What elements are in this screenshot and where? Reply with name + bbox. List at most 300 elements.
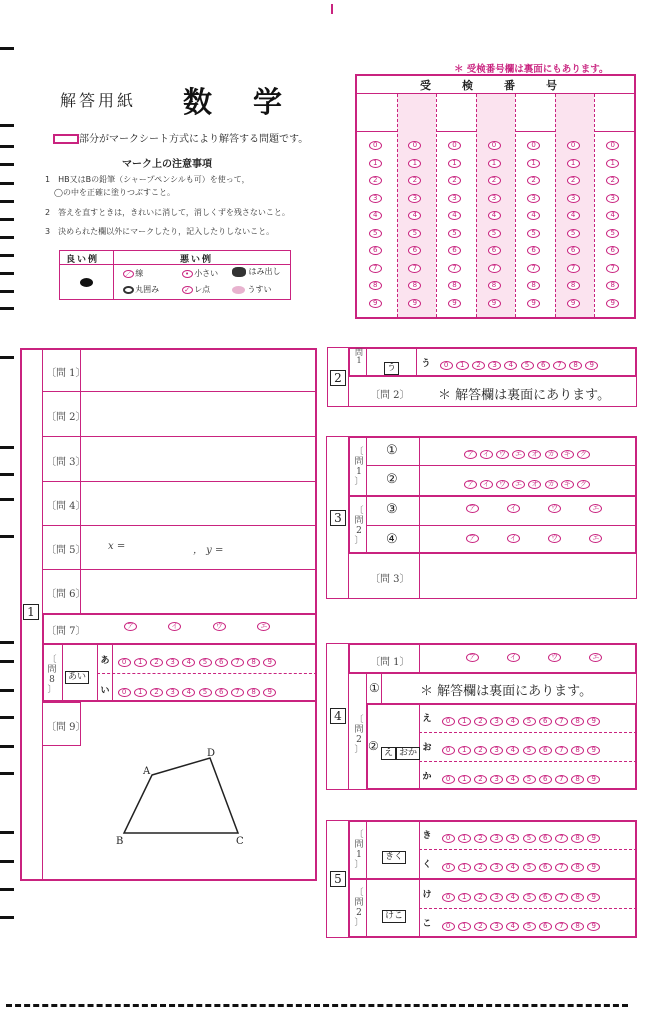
q4-o-digit-bubble[interactable]: 6: [539, 746, 552, 755]
exam-no-digit-bubble[interactable]: 5: [606, 229, 619, 238]
q5-ke-digit-bubble[interactable]: 3: [490, 893, 503, 902]
q4-sub2: ②: [368, 739, 379, 753]
q2-q2-note: ＊ 解答欄は裏面にあります。: [438, 388, 611, 403]
q5-ko-digit-bubble[interactable]: 0: [442, 922, 455, 931]
caution-2: 2 答えを直すときは，きれいに消して，消しくずを残さないこと。: [45, 208, 290, 217]
q3-row1-choice-bubble[interactable]: イ: [480, 450, 493, 459]
exam-no-label: 受 検 番 号: [420, 79, 567, 92]
exam-no-digit-bubble[interactable]: 0: [448, 141, 461, 150]
bad-mark-small: •: [182, 270, 193, 278]
exam-no-digit-bubble[interactable]: 0: [488, 141, 501, 150]
q3-row-4-choices: [464, 534, 604, 543]
bad-example-line: ／ 線: [124, 269, 144, 278]
exam-no-digit-bubble[interactable]: 0: [408, 141, 421, 150]
q2-q1-digit-bubble[interactable]: 8: [569, 361, 582, 370]
q1-item7-choice-bubble[interactable]: ア: [124, 622, 137, 631]
q1-item8-a-digit-bubble[interactable]: 4: [182, 658, 195, 667]
q5-ku-digit-bubble[interactable]: 3: [490, 863, 503, 872]
caution-1: 1 HB又はBの鉛筆（シャープペンシルも可）を使って，: [45, 175, 250, 184]
q5-row-ko-digits: [440, 916, 602, 935]
q1-item8-a-digit-bubble[interactable]: 0: [118, 658, 131, 667]
exam-no-digit-bubble[interactable]: 2: [488, 176, 501, 185]
exam-no-digit-bubble[interactable]: 2: [448, 176, 461, 185]
q5-ke-digit-bubble[interactable]: 1: [458, 893, 471, 902]
q4-e-digit-bubble[interactable]: 1: [458, 717, 471, 726]
q5-row-ki-digits: [440, 828, 602, 847]
q1-item8-i-digit-bubble[interactable]: 5: [199, 688, 212, 697]
bad-mark-circle: [123, 286, 134, 294]
exam-no-digit-bubble[interactable]: 3: [408, 194, 421, 203]
q1-item5-x: x =: [108, 541, 126, 552]
q1-figure-label-c: C: [236, 836, 244, 847]
q1-item8-a-digit-bubble[interactable]: 2: [150, 658, 163, 667]
q3-row2-choice-bubble[interactable]: ア: [464, 480, 477, 489]
q1-item6-label: 〔問 6〕: [46, 589, 86, 600]
q3-row-1-choices: [462, 444, 592, 463]
q3-row1-choice-bubble[interactable]: ク: [577, 450, 590, 459]
q5-row-ke-digits: [440, 887, 602, 906]
q1-item8-a-digit-bubble[interactable]: 7: [231, 658, 244, 667]
q3-row-4: ④: [386, 532, 398, 547]
q5-ko-digit-bubble[interactable]: 4: [506, 922, 519, 931]
q3-row3-choice-bubble[interactable]: イ: [507, 504, 520, 513]
exam-no-digit-bubble[interactable]: 6: [448, 246, 461, 255]
q5-row-ku: く: [422, 860, 432, 870]
q5-row-ki: き: [422, 831, 432, 841]
q4-row-e-digits: [440, 711, 602, 730]
q4-number: 4: [330, 708, 346, 724]
bad-mark-overflow: [232, 267, 246, 277]
exam-no-digit-bubble[interactable]: 0: [527, 141, 540, 150]
q3-row4-choice-bubble[interactable]: エ: [589, 534, 602, 543]
exam-no-digit-bubble[interactable]: 0: [567, 141, 580, 150]
q5-ki-digit-bubble[interactable]: 8: [571, 834, 584, 843]
exam-no-digit-bubble[interactable]: 3: [606, 194, 619, 203]
q3-row2-choice-bubble[interactable]: キ: [561, 480, 574, 489]
q1-item7-choice-bubble[interactable]: イ: [168, 622, 181, 631]
q4-o-digit-bubble[interactable]: 9: [587, 746, 600, 755]
q1-item8-i-digit-bubble[interactable]: 0: [118, 688, 131, 697]
q1-item8-label: 〔 問 8 〕: [47, 655, 57, 695]
q4-q2-label: 〔 問 2 〕: [354, 715, 364, 755]
q5-ko-digit-bubble[interactable]: 9: [587, 922, 600, 931]
top-register-mark: [331, 4, 333, 14]
q3-row2-choice-bubble[interactable]: イ: [480, 480, 493, 489]
q1-item8-a-digit-bubble[interactable]: 5: [199, 658, 212, 667]
q4-row-o-digits: [440, 740, 602, 759]
q1-figure-label-a: A: [143, 766, 151, 777]
exam-no-digit-bubble[interactable]: 9: [488, 299, 501, 308]
q4-ka-digit-bubble[interactable]: 3: [490, 775, 503, 784]
q3-row2-choice-bubble[interactable]: カ: [545, 480, 558, 489]
q2-q1-digit-bubble[interactable]: 9: [585, 361, 598, 370]
q3-row2-choice-bubble[interactable]: ク: [577, 480, 590, 489]
q1-item5-label: 〔問 5〕: [46, 545, 86, 556]
q5-q1-label: 〔 問 1 〕: [354, 830, 364, 870]
exam-no-digit-bubble[interactable]: 6: [606, 246, 619, 255]
q2-q1-digit-bubble[interactable]: 1: [456, 361, 469, 370]
bad-example-overflow: はみ出し: [232, 266, 281, 277]
q4-ka-digit-bubble[interactable]: 6: [539, 775, 552, 784]
q5-ki-digit-bubble[interactable]: 0: [442, 834, 455, 843]
q5-ku-digit-bubble[interactable]: 4: [506, 863, 519, 872]
q5-ku-digit-bubble[interactable]: 2: [474, 863, 487, 872]
exam-no-digit-bubble[interactable]: 3: [527, 194, 540, 203]
q4-row-e: え: [422, 714, 432, 724]
q4-e-digit-bubble[interactable]: 5: [523, 717, 536, 726]
q4-e-digit-bubble[interactable]: 4: [506, 717, 519, 726]
q2-q1-digit-bubble[interactable]: 5: [521, 361, 534, 370]
q1-item5-y: ， y =: [193, 545, 224, 556]
caution-3: 3 決められた欄以外にマークしたり，記入したりしないこと。: [45, 227, 275, 236]
exam-no-digit-bubble[interactable]: 2: [369, 176, 382, 185]
q4-o-digit-bubble[interactable]: 5: [523, 746, 536, 755]
q2-q1-row: う: [421, 359, 431, 369]
q5-ku-digit-bubble[interactable]: 9: [587, 863, 600, 872]
q3-row3-choice-bubble[interactable]: ウ: [548, 504, 561, 513]
q5-q2-label: 〔 問 2 〕: [354, 888, 364, 928]
exam-no-digit-bubble[interactable]: 1: [369, 159, 382, 168]
q1-item7-choices: [122, 622, 272, 631]
q1-item7-choice-bubble[interactable]: エ: [257, 622, 270, 631]
bad-example-label: 悪い例: [180, 255, 214, 265]
exam-no-digit-bubble[interactable]: 5: [567, 229, 580, 238]
q5-ku-digit-bubble[interactable]: 8: [571, 863, 584, 872]
q3-row3-choice-bubble[interactable]: ア: [466, 504, 479, 513]
q3-row-3-choices: [464, 504, 604, 513]
q1-item8-a-digit-bubble[interactable]: 3: [166, 658, 179, 667]
title-big: 数 学: [183, 85, 289, 119]
q3-row1-choice-bubble[interactable]: エ: [512, 450, 525, 459]
q4-o-digit-bubble[interactable]: 2: [474, 746, 487, 755]
q1-item7-choice-bubble[interactable]: ウ: [213, 622, 226, 631]
q3-row2-choice-bubble[interactable]: オ: [528, 480, 541, 489]
caution-1b: ◯の中を正確に塗りつぶすこと。: [54, 188, 175, 197]
exam-no-digit-bubble[interactable]: 4: [369, 211, 382, 220]
q5-ko-digit-bubble[interactable]: 8: [571, 922, 584, 931]
q4-sub1-note: ＊ 解答欄は裏面にあります。: [420, 684, 593, 699]
q3-row-2-choices: [462, 474, 592, 493]
q4-ka-digit-bubble[interactable]: 4: [506, 775, 519, 784]
q1-item8-a-digit-bubble[interactable]: 1: [134, 658, 147, 667]
q1-item8-i-digit-bubble[interactable]: 6: [215, 688, 228, 697]
q4-e-digit-bubble[interactable]: 2: [474, 717, 487, 726]
bad-mark-faint: [232, 286, 245, 294]
q5-ku-digit-bubble[interactable]: 7: [555, 863, 568, 872]
q1-item7-label: 〔問 7〕: [46, 626, 86, 637]
q2-q1-digit-bubble[interactable]: 0: [440, 361, 453, 370]
mark-legend-text: 部分がマークシート方式により解答する問題です。: [79, 134, 309, 145]
q1-item8-i-digit-bubble[interactable]: 2: [150, 688, 163, 697]
q4-o-digit-bubble[interactable]: 8: [571, 746, 584, 755]
q4-box-oka: おか: [396, 740, 420, 760]
q4-e-digit-bubble[interactable]: 7: [555, 717, 568, 726]
q4-row-o: お: [422, 743, 432, 753]
q3-row-2: ②: [386, 472, 398, 487]
exam-no-digit-bubble[interactable]: 2: [606, 176, 619, 185]
q4-e-digit-bubble[interactable]: 9: [587, 717, 600, 726]
q1-figure: [110, 745, 260, 850]
q2-q1-digits: [438, 355, 600, 374]
q1-item8-box: あい: [65, 664, 89, 684]
q1-item2-label: 〔問 2〕: [46, 412, 86, 423]
q3-row3-choice-bubble[interactable]: エ: [589, 504, 602, 513]
q5-ku-digit-bubble[interactable]: 0: [442, 863, 455, 872]
q3-q1-label: 〔 問 1 〕: [354, 447, 364, 487]
q4-ka-digit-bubble[interactable]: 7: [555, 775, 568, 784]
q5-ke-digit-bubble[interactable]: 2: [474, 893, 487, 902]
exam-no-digit-bubble[interactable]: 1: [408, 159, 421, 168]
q3-q2-label: 〔 問 2 〕: [354, 506, 364, 546]
q3-row1-choice-bubble[interactable]: カ: [545, 450, 558, 459]
q4-ka-digit-bubble[interactable]: 8: [571, 775, 584, 784]
bad-example-circle: 丸囲み: [121, 284, 159, 295]
exam-no-digit-bubble[interactable]: 2: [527, 176, 540, 185]
q1-figure-label-d: D: [207, 748, 216, 759]
q5-ku-digit-bubble[interactable]: 6: [539, 863, 552, 872]
exam-no-digit-bubble[interactable]: 7: [408, 264, 421, 273]
q1-item8-i-digit-bubble[interactable]: 1: [134, 688, 147, 697]
exam-no-digit-bubble[interactable]: 6: [567, 246, 580, 255]
exam-no-digit-bubble[interactable]: 7: [369, 264, 382, 273]
q5-ke-digit-bubble[interactable]: 0: [442, 893, 455, 902]
q1-item8-i-digit-bubble[interactable]: 4: [182, 688, 195, 697]
exam-no-digit-bubble[interactable]: 6: [408, 246, 421, 255]
q1-item8-a-digit-bubble[interactable]: 6: [215, 658, 228, 667]
q1-item8-i-digit-bubble[interactable]: 3: [166, 688, 179, 697]
q4-q1-choice-bubble[interactable]: ウ: [548, 653, 561, 662]
exam-no-digit-bubble[interactable]: 4: [408, 211, 421, 220]
q3-row4-choice-bubble[interactable]: ウ: [548, 534, 561, 543]
q1-figure-label-b: B: [116, 836, 124, 847]
exam-no-digit-bubble[interactable]: 8: [448, 281, 461, 290]
exam-no-digit-bubble[interactable]: 8: [527, 281, 540, 290]
q5-number: 5: [330, 871, 346, 887]
exam-no-digit-bubble[interactable]: 4: [448, 211, 461, 220]
q2-number: 2: [330, 370, 346, 386]
q5-ko-digit-bubble[interactable]: 1: [458, 922, 471, 931]
q4-box-e: え: [381, 740, 396, 760]
q4-q1-choice-bubble[interactable]: エ: [589, 653, 602, 662]
q4-q1-choice-bubble[interactable]: ア: [466, 653, 479, 662]
exam-no-digit-bubble[interactable]: 8: [567, 281, 580, 290]
q5-ki-digit-bubble[interactable]: 3: [490, 834, 503, 843]
q3-row1-choice-bubble[interactable]: ウ: [496, 450, 509, 459]
exam-no-digit-bubble[interactable]: 5: [527, 229, 540, 238]
bottom-cut-line: [6, 1004, 628, 1007]
q5-ko-digit-bubble[interactable]: 6: [539, 922, 552, 931]
exam-no-digit-bubble[interactable]: 8: [369, 281, 382, 290]
exam-no-digit-bubble[interactable]: 1: [448, 159, 461, 168]
title-small: 解答用紙: [60, 91, 137, 110]
exam-no-notice: ＊ 受検番号欄は裏面にもあります。: [454, 64, 609, 75]
exam-no-digit-bubble[interactable]: 1: [527, 159, 540, 168]
exam-no-digit-bubble[interactable]: 5: [488, 229, 501, 238]
exam-no-digit-bubble[interactable]: 9: [527, 299, 540, 308]
exam-no-digit-bubble[interactable]: 6: [369, 246, 382, 255]
q4-sub1: ①: [369, 681, 380, 695]
exam-no-digit-bubble[interactable]: 8: [606, 281, 619, 290]
exam-no-digit-bubble[interactable]: 4: [527, 211, 540, 220]
q1-item8-i-digit-bubble[interactable]: 9: [263, 688, 276, 697]
q3-row4-choice-bubble[interactable]: ア: [466, 534, 479, 543]
exam-no-digit-bubble[interactable]: 8: [488, 281, 501, 290]
q4-row-ka: か: [422, 772, 432, 782]
q5-ke-digit-bubble[interactable]: 7: [555, 893, 568, 902]
q3-q3-label: 〔問 3〕: [370, 574, 410, 585]
mark-legend-swatch: [53, 134, 79, 144]
exam-no-digit-bubble[interactable]: 8: [408, 281, 421, 290]
q2-q1-label: 問 1: [355, 348, 363, 365]
exam-no-digit-bubble[interactable]: 4: [606, 211, 619, 220]
q4-ka-digit-bubble[interactable]: 0: [442, 775, 455, 784]
q3-row-3: ③: [386, 502, 398, 517]
exam-no-digit-bubble[interactable]: 1: [567, 159, 580, 168]
bad-mark-line: ／: [124, 269, 132, 278]
exam-no-digit-bubble[interactable]: 5: [408, 229, 421, 238]
q2-q1-digit-bubble[interactable]: 2: [472, 361, 485, 370]
q3-row4-choice-bubble[interactable]: イ: [507, 534, 520, 543]
q5-ke-digit-bubble[interactable]: 9: [587, 893, 600, 902]
q2-q1-digit-bubble[interactable]: 3: [488, 361, 501, 370]
exam-no-digit-bubble[interactable]: 9: [369, 299, 382, 308]
exam-no-digit-bubble[interactable]: 9: [567, 299, 580, 308]
q4-o-digit-bubble[interactable]: 3: [490, 746, 503, 755]
q5-ku-digit-bubble[interactable]: 5: [523, 863, 536, 872]
exam-no-digit-bubble[interactable]: 7: [527, 264, 540, 273]
exam-no-digit-bubble[interactable]: 9: [606, 299, 619, 308]
q5-ki-digit-bubble[interactable]: 2: [474, 834, 487, 843]
q1-figure-quadrilateral: [124, 758, 238, 833]
exam-no-digit-bubble[interactable]: 3: [567, 194, 580, 203]
q5-ki-digit-bubble[interactable]: 6: [539, 834, 552, 843]
q5-ki-digit-bubble[interactable]: 4: [506, 834, 519, 843]
good-example-mark: [80, 278, 93, 287]
exam-no-digit-bubble[interactable]: 9: [408, 299, 421, 308]
q4-ka-digit-bubble[interactable]: 9: [587, 775, 600, 784]
q1-item9-label: 〔問 9〕: [46, 722, 86, 733]
q1-item8-i-digit-bubble[interactable]: 7: [231, 688, 244, 697]
q5-ke-digit-bubble[interactable]: 8: [571, 893, 584, 902]
exam-no-digit-bubble[interactable]: 1: [606, 159, 619, 168]
exam-no-digit-bubble[interactable]: 7: [448, 264, 461, 273]
bad-example-check: ✓ レ点: [180, 284, 210, 295]
q5-ko-digit-bubble[interactable]: 5: [523, 922, 536, 931]
q2-q2-label: 〔問 2〕: [370, 390, 410, 401]
exam-no-digit-bubble[interactable]: 4: [488, 211, 501, 220]
q5-ki-digit-bubble[interactable]: 1: [458, 834, 471, 843]
q5-ke-digit-bubble[interactable]: 4: [506, 893, 519, 902]
exam-no-digit-bubble[interactable]: 7: [606, 264, 619, 273]
q1-item1-label: 〔問 1〕: [46, 368, 86, 379]
q4-o-digit-bubble[interactable]: 4: [506, 746, 519, 755]
q1-item3-label: 〔問 3〕: [46, 457, 86, 468]
q1-item8-row-a: あ: [100, 656, 110, 666]
q3-row1-choice-bubble[interactable]: キ: [561, 450, 574, 459]
q5-ko-digit-bubble[interactable]: 7: [555, 922, 568, 931]
q5-row-ko: こ: [422, 919, 432, 929]
q4-e-digit-bubble[interactable]: 6: [539, 717, 552, 726]
q1-item8-row-i: い: [100, 686, 110, 696]
exam-no-digit-bubble[interactable]: 7: [488, 264, 501, 273]
q1-item8-a-digit-bubble[interactable]: 8: [247, 658, 260, 667]
q5-row-ke: け: [422, 890, 432, 900]
q3-number: 3: [330, 510, 346, 526]
q5-ku-digit-bubble[interactable]: 1: [458, 863, 471, 872]
q5-row-ku-digits: [440, 857, 602, 876]
q2-q1-digit-bubble[interactable]: 6: [537, 361, 550, 370]
q3-row2-choice-bubble[interactable]: エ: [512, 480, 525, 489]
q5-ki-digit-bubble[interactable]: 7: [555, 834, 568, 843]
q1-item8-a-digit-bubble[interactable]: 9: [263, 658, 276, 667]
q2-q1-digit-bubble[interactable]: 4: [504, 361, 517, 370]
q4-q1-choice-bubble[interactable]: イ: [507, 653, 520, 662]
q4-e-digit-bubble[interactable]: 8: [571, 717, 584, 726]
exam-no-digit-bubble[interactable]: 9: [448, 299, 461, 308]
caution-title: マーク上の注意事項: [122, 159, 212, 170]
q4-q1-choices: [464, 653, 604, 662]
bad-example-faint: うすい: [232, 284, 272, 295]
q4-o-digit-bubble[interactable]: 1: [458, 746, 471, 755]
q4-ka-digit-bubble[interactable]: 5: [523, 775, 536, 784]
good-example-label: 良い例: [66, 255, 100, 265]
q5-ko-digit-bubble[interactable]: 3: [490, 922, 503, 931]
q4-q1-label: 〔問 1〕: [370, 657, 410, 668]
q4-ka-digit-bubble[interactable]: 1: [458, 775, 471, 784]
q4-ka-digit-bubble[interactable]: 2: [474, 775, 487, 784]
exam-no-digit-bubble[interactable]: 2: [567, 176, 580, 185]
q4-e-digit-bubble[interactable]: 0: [442, 717, 455, 726]
exam-no-digit-bubble[interactable]: 3: [488, 194, 501, 203]
q5-ki-digit-bubble[interactable]: 5: [523, 834, 536, 843]
exam-no-digit-bubble[interactable]: 2: [408, 176, 421, 185]
q1-item8-digits-i: [116, 682, 278, 701]
q3-row2-choice-bubble[interactable]: ウ: [496, 480, 509, 489]
bad-example-small: • 小さい: [180, 268, 218, 279]
exam-no-digit-bubble[interactable]: 7: [567, 264, 580, 273]
q2-q1-digit-bubble[interactable]: 7: [553, 361, 566, 370]
q3-row-1: ①: [386, 443, 398, 458]
exam-no-digit-bubble[interactable]: 5: [448, 229, 461, 238]
q3-row1-choice-bubble[interactable]: ア: [464, 450, 477, 459]
exam-no-digit-bubble[interactable]: 0: [606, 141, 619, 150]
q2-q1-box: う: [384, 355, 399, 375]
q4-e-digit-bubble[interactable]: 3: [490, 717, 503, 726]
q5-ki-digit-bubble[interactable]: 9: [587, 834, 600, 843]
exam-no-digit-bubble[interactable]: 3: [369, 194, 382, 203]
q5-box1: きく: [382, 844, 406, 864]
q5-ke-digit-bubble[interactable]: 5: [523, 893, 536, 902]
exam-no-digit-bubble[interactable]: 4: [567, 211, 580, 220]
q1-item4-label: 〔問 4〕: [46, 501, 86, 512]
q5-ke-digit-bubble[interactable]: 6: [539, 893, 552, 902]
exam-no-digit-bubble[interactable]: 3: [448, 194, 461, 203]
q1-item8-i-digit-bubble[interactable]: 8: [247, 688, 260, 697]
q5-box2: けこ: [382, 903, 406, 923]
q4-o-digit-bubble[interactable]: 0: [442, 746, 455, 755]
mark-legend: [53, 130, 308, 145]
exam-no-digit-bubble[interactable]: 0: [369, 141, 382, 150]
exam-no-digit-bubble[interactable]: 6: [488, 246, 501, 255]
q4-row-ka-digits: [440, 769, 602, 788]
exam-no-digit-bubble[interactable]: 6: [527, 246, 540, 255]
exam-no-digit-bubble[interactable]: 1: [488, 159, 501, 168]
bad-mark-check: ✓: [182, 286, 193, 294]
exam-no-digit-bubble[interactable]: 5: [369, 229, 382, 238]
q4-o-digit-bubble[interactable]: 7: [555, 746, 568, 755]
q5-ko-digit-bubble[interactable]: 2: [474, 922, 487, 931]
q3-row1-choice-bubble[interactable]: オ: [528, 450, 541, 459]
